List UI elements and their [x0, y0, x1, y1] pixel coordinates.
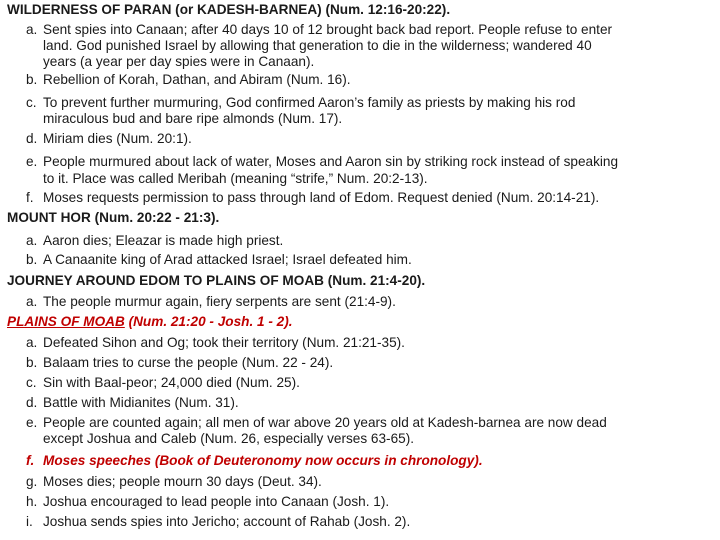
list-item: [26, 131, 192, 147]
list-item: [26, 233, 283, 249]
item-text: Aaron dies; Eleazar is made high priest.: [43, 233, 284, 248]
item-letter: a.: [26, 22, 38, 37]
list-item: [26, 494, 389, 510]
item-text-continued: except Joshua and Caleb (Num. 26, especially verses 63-65).: [43, 431, 415, 446]
item-letter: c.: [26, 375, 37, 390]
list-item: [26, 72, 351, 88]
item-text-continued: years (a year per day spies were in Canaan).: [43, 54, 315, 69]
list-item: [26, 294, 396, 310]
item-letter: b.: [26, 252, 38, 267]
list-item: [26, 154, 618, 170]
item-text-continued: land. God punished Israel by allowing that generation to die in the wilderness; wandered 40: [43, 38, 592, 53]
item-text: Sin with Baal-peor; 24,000 died (Num. 25).: [43, 375, 300, 390]
list-item: [26, 514, 410, 530]
item-text: Defeated Sihon and Og; took their territory (Num. 21:21-35).: [43, 335, 405, 350]
list-item: [26, 22, 612, 38]
list-item: [26, 190, 599, 206]
item-letter: b.: [26, 355, 38, 370]
item-letter: b.: [26, 72, 38, 87]
item-text: People murmured about lack of water, Moses and Aaron sin by striking rock instead of speaking: [43, 154, 619, 169]
item-letter: e.: [26, 154, 38, 169]
list-item: [26, 415, 607, 431]
item-text: Sent spies into Canaan; after 40 days 10 of 12 brought back bad report. People refuse to enter: [43, 22, 613, 37]
item-letter: d.: [26, 131, 38, 146]
item-text: Joshua encouraged to lead people into Canaan (Josh. 1).: [43, 494, 390, 509]
item-text: A Canaanite king of Arad attacked Israel; Israel defeated him.: [43, 252, 412, 267]
item-text: Balaam tries to curse the people (Num. 22 - 24).: [43, 355, 334, 370]
section-heading-journey-edom: JOURNEY AROUND EDOM TO PLAINS OF MOAB (Num. 21:4-20).: [7, 273, 426, 288]
item-letter: h.: [26, 494, 38, 509]
section-heading-mount-hor: MOUNT HOR (Num. 20:22 - 21:3).: [7, 210, 220, 225]
item-text-continued: to it. Place was called Meribah (meaning “strife,” Num. 20:2-13).: [43, 171, 428, 186]
item-letter: d.: [26, 395, 38, 410]
list-item: [26, 355, 333, 371]
item-text: People are counted again; all men of war above 20 years old at Kadesh-barnea are now dead: [43, 415, 607, 430]
list-item: [26, 395, 239, 411]
item-text: Miriam dies (Num. 20:1).: [43, 131, 192, 146]
item-text: Moses requests permission to pass through land of Edom. Request denied (Num. 20:14-21).: [43, 190, 600, 205]
item-text: Battle with Midianites (Num. 31).: [43, 395, 239, 410]
list-item: [26, 453, 483, 469]
item-text-continued: miraculous bud and bare ripe almonds (Num. 17).: [43, 111, 343, 126]
list-item: [26, 252, 412, 268]
item-text: Moses speeches (Book of Deuteronomy now occurs in chronology).: [43, 453, 483, 468]
heading-reference: (Num. 21:20 - Josh. 1 - 2).: [124, 314, 293, 329]
list-item: [26, 335, 405, 351]
item-letter: a.: [26, 294, 38, 309]
item-letter: a.: [26, 335, 38, 350]
list-item: [26, 375, 300, 391]
item-letter: f.: [26, 453, 35, 468]
item-letter: c.: [26, 95, 37, 110]
item-letter: i.: [26, 514, 33, 529]
item-text: Moses dies; people mourn 30 days (Deut. 34).: [43, 474, 322, 489]
item-text: The people murmur again, fiery serpents are sent (21:4-9).: [43, 294, 396, 309]
item-letter: e.: [26, 415, 38, 430]
item-text: To prevent further murmuring, God confirmed Aaron’s family as priests by making his rod: [43, 95, 576, 110]
section-heading-plains-moab: [7, 314, 293, 330]
heading-underlined-part: PLAINS OF MOAB: [7, 314, 125, 329]
item-letter: a.: [26, 233, 38, 248]
list-item: [26, 474, 322, 490]
item-letter: g.: [26, 474, 38, 489]
section-heading-paran: WILDERNESS OF PARAN (or KADESH-BARNEA) (Num. 12:16-20:22).: [7, 2, 451, 17]
item-letter: f.: [26, 190, 34, 205]
list-item: [26, 95, 575, 111]
item-text: Rebellion of Korah, Dathan, and Abiram (Num. 16).: [43, 72, 351, 87]
item-text: Joshua sends spies into Jericho; account of Rahab (Josh. 2).: [43, 514, 411, 529]
